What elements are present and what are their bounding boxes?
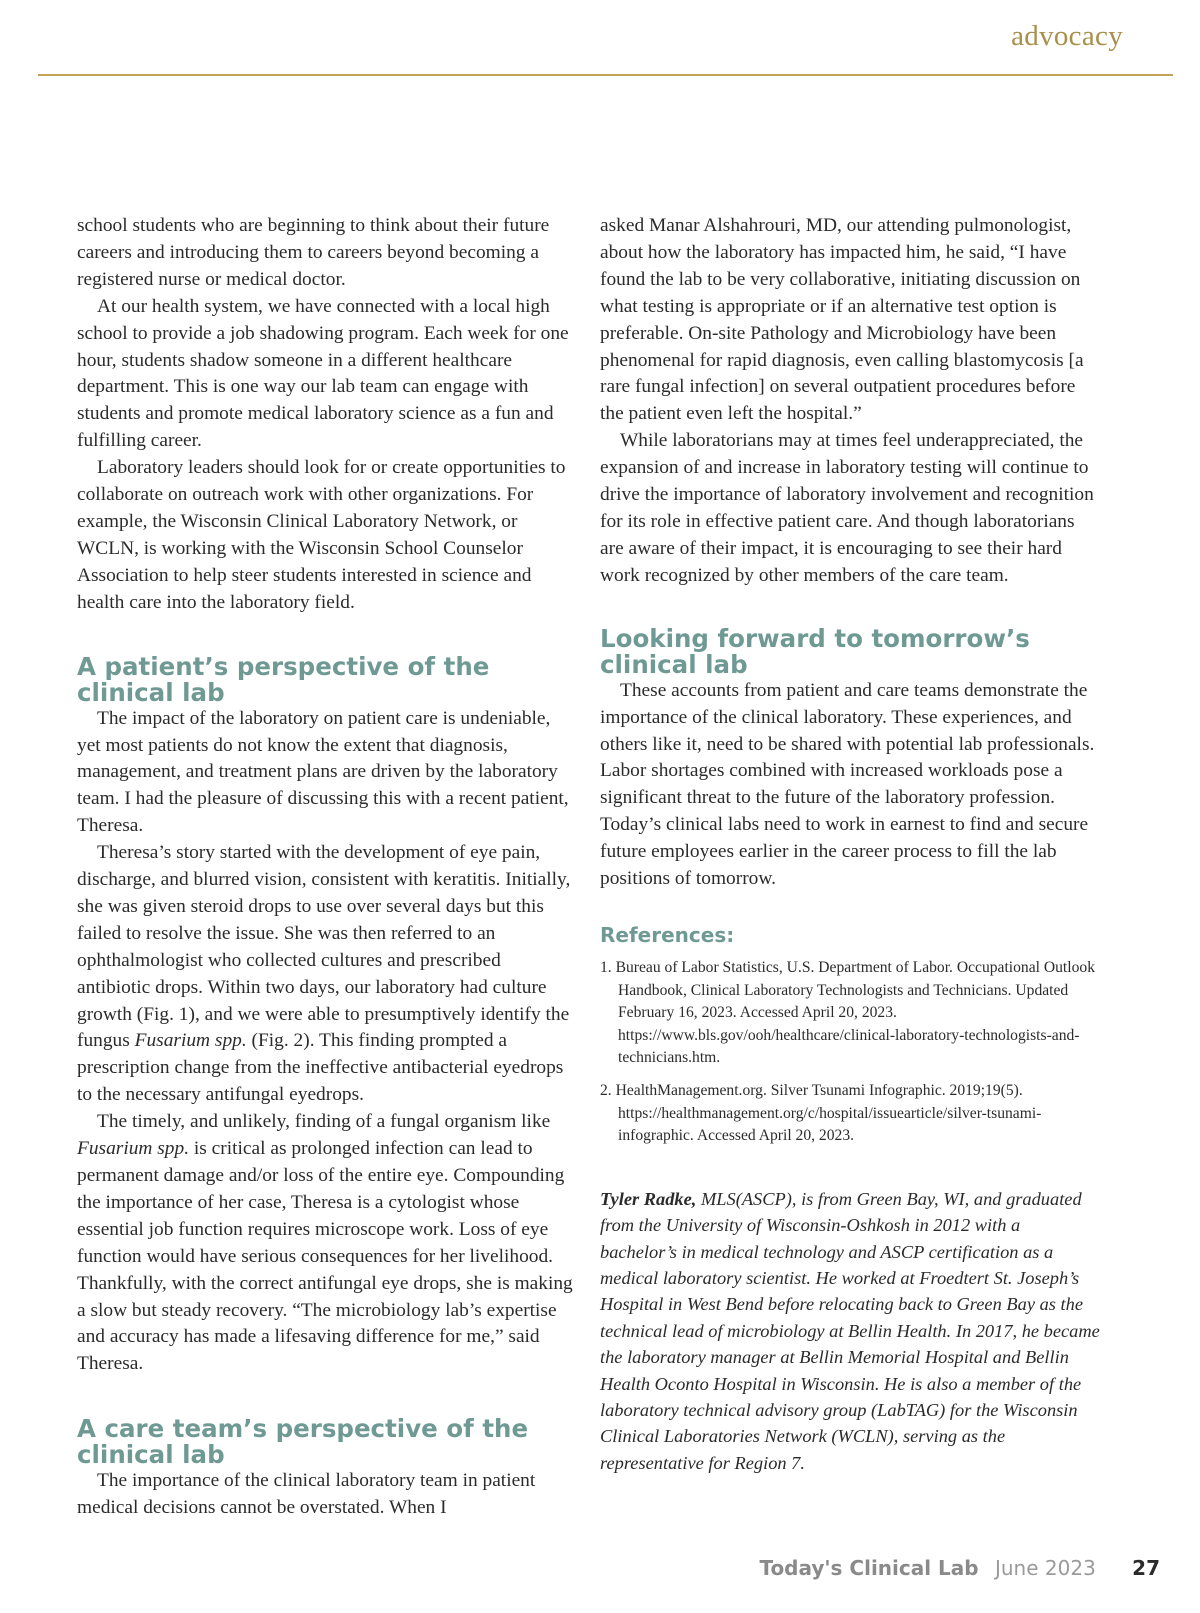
p5-text-b: (Fig. 2). This finding prompted a prescription change from the ineffective antibacterial eyedrops to the necessary antifungal eyedrops. [77, 1030, 564, 1106]
heading-care-team-perspective: A care team’s perspective of the clinical lab [77, 1414, 529, 1470]
magazine-name: Today's Clinical Lab [759, 1556, 979, 1580]
left-column [77, 213, 574, 1522]
left-paragraph-7: The importance of the clinical laboratory team in patient medical decisions cannot be overstated. When I [77, 1470, 536, 1519]
references-heading: References: [600, 922, 735, 947]
references-list [600, 957, 1100, 1148]
p6-species: Fusarium spp. [77, 1138, 190, 1160]
left-paragraph-2: At our health system, we have connected with a local high school to provide a job shadowing program. Each week for one hour, students shadow someone in a different healthcare department. This is one way our lab team can engage with students and promote medical laboratory science as a fun and fulfilling career. [77, 295, 569, 452]
p5-species: Fusarium spp. [134, 1030, 247, 1052]
right-paragraph-3: These accounts from patient and care teams demonstrate the importance of the clinical laboratory. These experiences, and others like it, need to be shared with potential lab professionals. Labor shortages combined with increased workloads pose a significant threat to the future of the laboratory profession. Today’s clinical labs need to work in earnest to find and secure future employees earlier in the career process to fill the lab positions of tomorrow. [600, 679, 1095, 890]
left-paragraph-6 [77, 1109, 574, 1378]
right-column [600, 213, 1100, 1476]
author-name: Tyler Radke, [600, 1188, 697, 1209]
left-paragraph-4: The impact of the laboratory on patient care is undeniable, yet most patients do not know the extent that diagnosis, management, and treatment plans are driven by the laboratory team. I had the pleasure of discussing this with a recent patient, Theresa. [77, 707, 569, 837]
p6-text-b: is critical as prolonged infection can lead to permanent damage and/or loss of the entire eye. Compounding the importance of her case, Theresa is a cytologist whose essential job function requires microscope work. Loss of eye function would have serious consequences for her livelihood. Thankfully, with the correct antifungal eye drops, she is making a slow but steady recovery. “The microbiology lab’s expertise and accuracy has made a lifesaving difference for me,” said Theresa. [77, 1138, 573, 1375]
author-bio-text: MLS(ASCP), is from Green Bay, WI, and graduated from the University of Wisconsin-Oshkosh in 2012 with a bachelor’s in medical technology and ASCP certification as a medical laboratory scientist. He worked at Froedtert St. Joseph’s Hospital in West Bend before relocating back to Green Bay as the technical lead of microbiology at Bellin Health. In 2017, he became the laboratory manager at Bellin Memorial Hospital and Bellin Health Oconto Hospital in Wisconsin. He is also a member of the laboratory technical advisory group (LabTAG) for the Wisconsin Clinical Laboratories Network (WCLN), serving as the representative for Region 7. [600, 1188, 1100, 1473]
right-paragraph-1: asked Manar Alshahrouri, MD, our attending pulmonologist, about how the laboratory has impacted him, he said, “I have found the lab to be very collaborative, initiating discussion on what testing is appropriate or if an alternative test option is preferable. On-site Pathology and Microbiology have been phenomenal for rapid diagnosis, even calling blastomycosis [a rare fungal infection] on several outpatient procedures before the patient even left the hospital.” [600, 215, 1084, 425]
reference-item: 1. Bureau of Labor Statistics, U.S. Department of Labor. Occupational Outlook Handbook, Clinical Laboratory Technologists and Technicians. Updated February 16, 2023. Accessed April 20, 2023. https://www.bls.gov/ooh/healthcare/clinical-laboratory-technologists-and-technicians.htm. [600, 958, 1095, 1067]
left-paragraph-3: Laboratory leaders should look for or create opportunities to collaborate on outreach work with other organizations. For example, the Wisconsin Clinical Laboratory Network, or WCLN, is working with the Wisconsin School Counselor Association to help steer students interested in science and health care into the laboratory field. [77, 457, 566, 613]
page-number: 27 [1132, 1556, 1160, 1580]
p5-text-a: Theresa’s story started with the development of eye pain, discharge, and blurred vision, consistent with keratitis. Initially, she was given steroid drops to use over several days but this failed to resolve the issue. She was then referred to an ophthalmologist who collected cultures and prescribed antibiotic drops. Within two days, our laboratory had culture growth (Fig. 1), and we were able to presumptively identify the fungus [77, 842, 571, 1052]
heading-patient-perspective: A patient’s perspective of the clinical lab [77, 651, 490, 707]
p6-text-a: The timely, and unlikely, finding of a fungal organism like [97, 1111, 551, 1133]
right-paragraph-2: While laboratorians may at times feel underappreciated, the expansion of and increase in laboratory testing will continue to drive the importance of laboratory involvement and recognition for its role in effective patient care. And though laboratorians are aware of their impact, it is encouraging to see their hard work recognized by other members of the care team. [600, 430, 1094, 586]
page-footer [759, 1555, 1160, 1581]
author-bio [600, 1186, 1100, 1476]
issue-date: June 2023 [994, 1556, 1096, 1580]
left-paragraph-5 [77, 840, 574, 1109]
reference-item: 2. HealthManagement.org. Silver Tsunami Infographic. 2019;19(5). https://healthmanagement.org/c/hospital/issuearticle/silver-tsunami-infographic. Accessed April 20, 2023. [600, 1081, 1042, 1145]
section-tag: advocacy [1011, 20, 1123, 52]
header-rule [38, 74, 1173, 76]
left-paragraph-1: school students who are beginning to think about their future careers and introducing them to careers beyond becoming a registered nurse or medical doctor. [77, 215, 550, 290]
heading-looking-forward: Looking forward to tomorrow’s clinical lab [600, 623, 1030, 679]
